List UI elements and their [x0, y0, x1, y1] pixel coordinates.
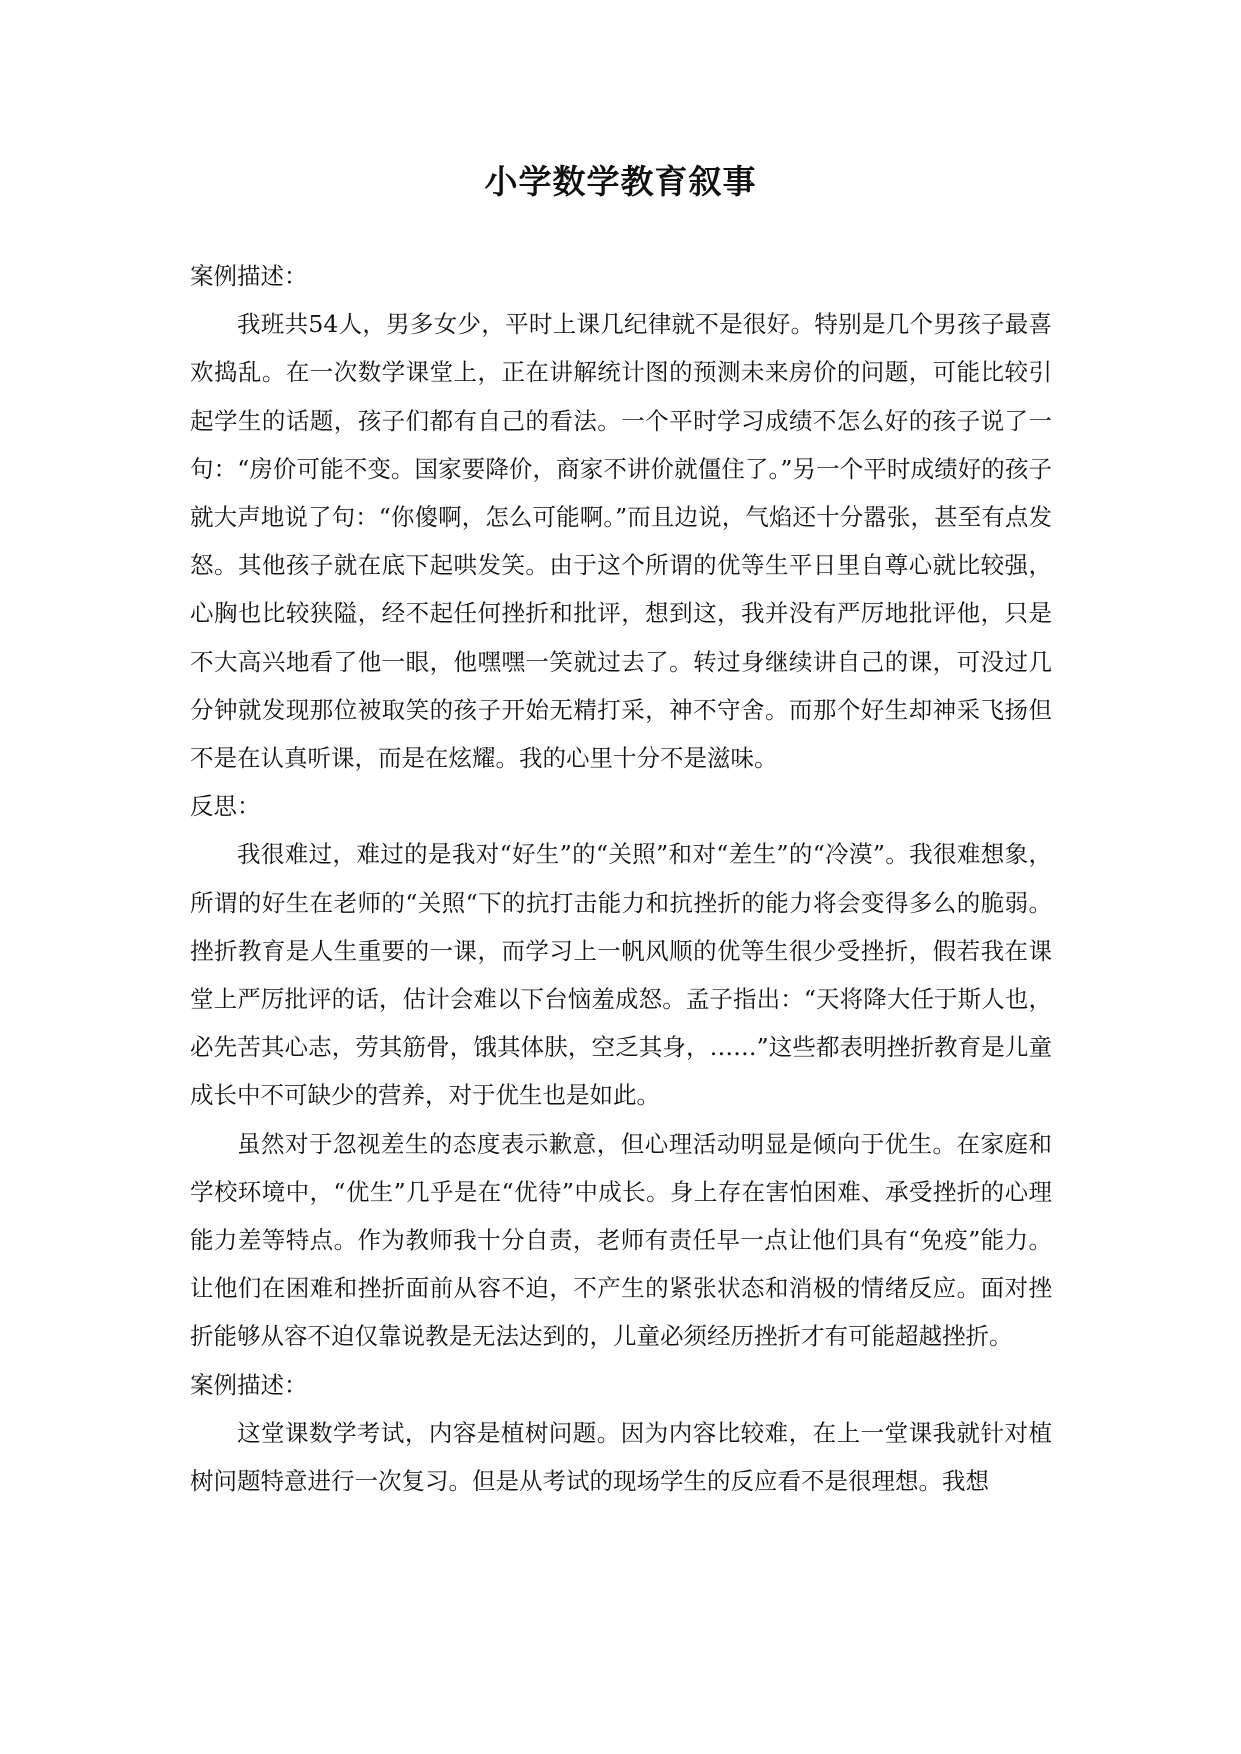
- section-heading-case-2: 案例描述：: [190, 1370, 308, 1399]
- section-heading-reflection: 反思：: [190, 792, 261, 821]
- paragraph-reflection-1: 我很难过，难过的是我对“好生”的“关照”和对“差生”的“冷漠”。我很难想象，所谓的好生在老师的“关照“下的抗打击能力和抗挫折的能力将会变得多么的脆弱。挫折教育是人生重要的一课，而学习上一帆风顺的优等生很少受挫折，假若我在课堂上严厉批评的话，估计会难以下台恼羞成怒。孟子指出：“天将降大任于斯人也，必先苦其心志，劳其筋骨，饿其体肤，空乏其身，……”这些都表明挫折教育是儿童成长中不可缺少的营养，对于优生也是如此。: [190, 840, 1052, 1110]
- paragraph-case-description-2: 这堂课数学考试，内容是植树问题。因为内容比较难，在上一堂课我就针对植树问题特意进行一次复习。但是从考试的现场学生的反应看不是很理想。我想: [190, 1418, 1052, 1496]
- paragraph-reflection-2: 虽然对于忽视差生的态度表示歉意，但心理活动明显是倾向于优生。在家庭和学校环境中，“优生”几乎是在“优待”中成长。身上存在害怕困难、承受挫折的心理能力差等特点。作为教师我十分自责，老师有责任早一点让他们具有“免疫”能力。让他们在困难和挫折面前从容不迫，不产生的紧张状态和消极的情绪反应。面对挫折能够从容不迫仅靠说教是无法达到的，儿童必须经历挫折才有可能超越挫折。: [190, 1129, 1052, 1351]
- document-body: [190, 252, 1052, 1505]
- document-title: 小学数学教育叙事: [484, 162, 757, 201]
- section-heading-case-1: 案例描述：: [190, 262, 308, 290]
- paragraph-case-description-1: 我班共54人，男多女少，平时上课几纪律就不是很好。特别是几个男孩子最喜欢捣乱。在一次数学课堂上，正在讲解统计图的预测未来房价的问题，可能比较引起学生的话题，孩子们都有自己的看法。一个平时学习成绩不怎么好的孩子说了一句：“房价可能不变。国家要降价，商家不讲价就僵住了。”另一个平时成绩好的孩子就大声地说了句：“你傻啊，怎么可能啊。”而且边说，气焰还十分嚣张，甚至有点发怒。其他孩子就在底下起哄发笑。由于这个所谓的优等生平日里自尊心就比较强，心胸也比较狭隘，经不起任何挫折和批评，想到这，我并没有严厉地批评他，只是不大高兴地看了他一眼，他嘿嘿一笑就过去了。转过身继续讲自己的课，可没过几分钟就发现那位被取笑的孩子开始无精打采，神不守舍。而那个好生却神采飞扬但不是在认真听课，而是在炫耀。我的心里十分不是滋味。: [190, 310, 1052, 773]
